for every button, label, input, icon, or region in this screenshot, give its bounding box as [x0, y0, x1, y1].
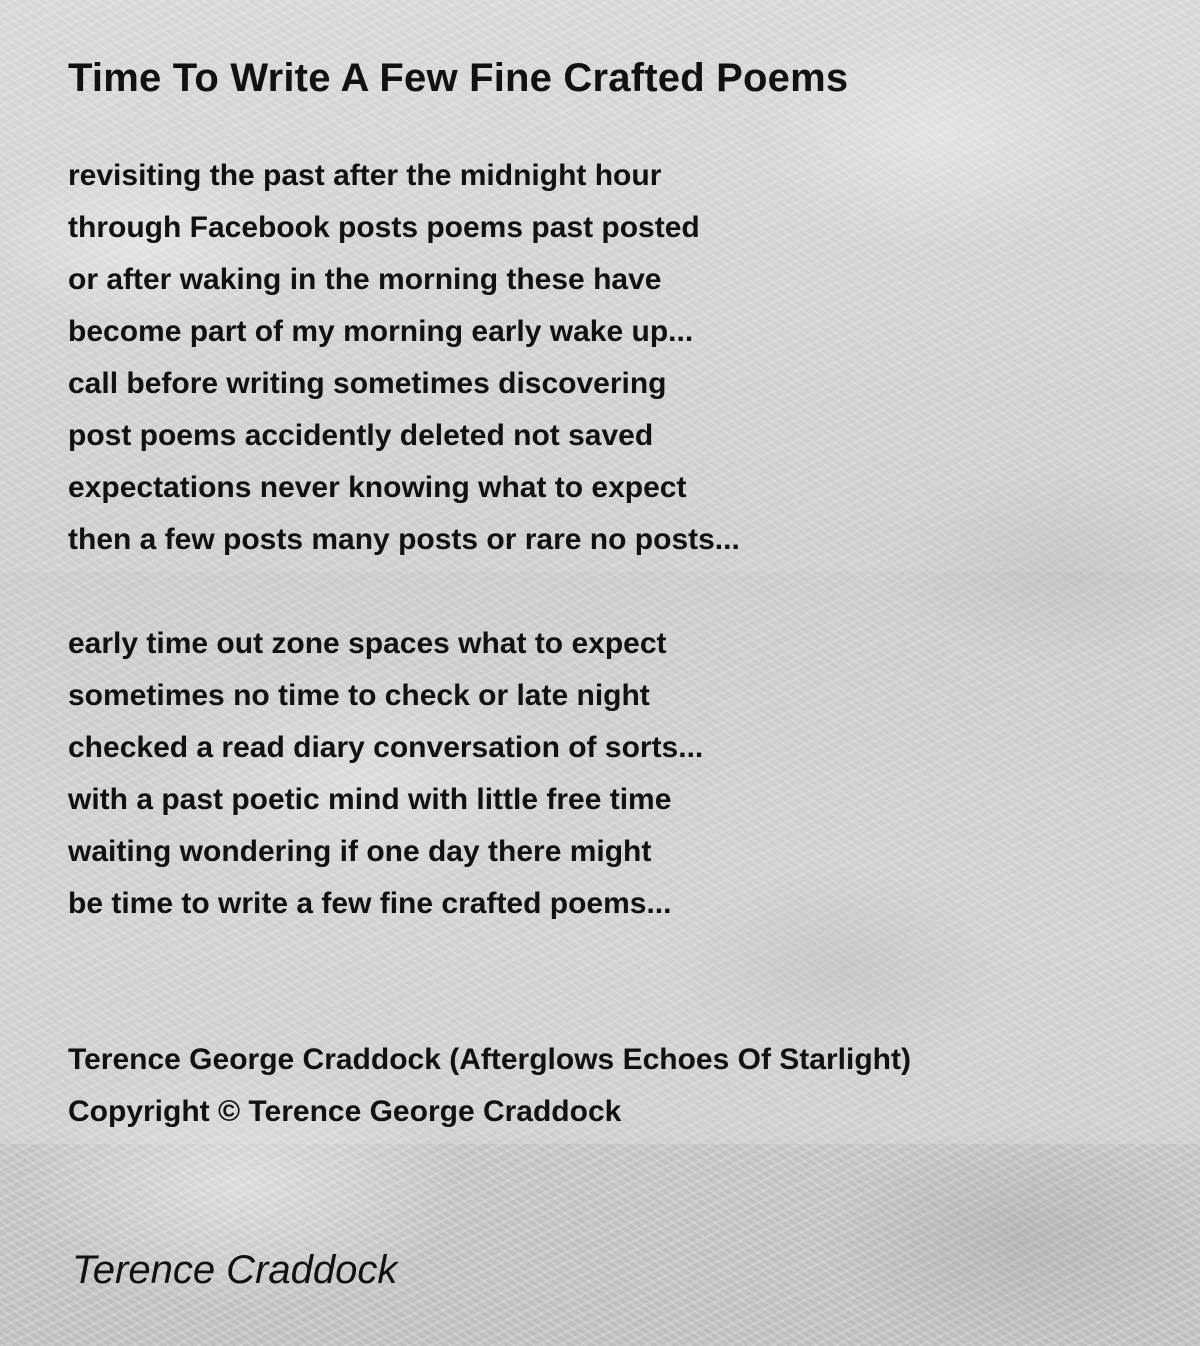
poem-line: with a past poetic mind with little free time — [68, 783, 672, 816]
poem-credits — [68, 1034, 911, 1138]
stanza-2 — [68, 618, 703, 930]
poem-line: then a few posts many posts or rare no posts... — [68, 523, 740, 556]
stanza-1 — [68, 150, 740, 566]
poem-line: call before writing sometimes discovering — [68, 367, 667, 400]
poem-line: expectations never knowing what to expect — [68, 471, 687, 504]
credit-line: Terence George Craddock (Afterglows Echoes Of Starlight) — [68, 1043, 911, 1076]
poem-line: sometimes no time to check or late night — [68, 679, 650, 712]
poem-line: through Facebook posts poems past posted — [68, 211, 700, 244]
copyright-line: Copyright © Terence George Craddock — [68, 1095, 622, 1128]
poem-line: post poems accidently deleted not saved — [68, 419, 654, 452]
poem-line: revisiting the past after the midnight hour — [68, 159, 662, 192]
poem-line: early time out zone spaces what to expect — [68, 627, 667, 660]
poem-title: Time To Write A Few Fine Crafted Poems — [68, 56, 849, 100]
poem-line: be time to write a few fine crafted poems... — [68, 887, 672, 920]
poem-line: or after waking in the morning these have — [68, 263, 662, 296]
poem-line: checked a read diary conversation of sorts... — [68, 731, 704, 764]
author-name: Terence Craddock — [72, 1248, 398, 1292]
poem-line: waiting wondering if one day there might — [68, 835, 652, 868]
poem-line: become part of my morning early wake up... — [68, 315, 694, 348]
